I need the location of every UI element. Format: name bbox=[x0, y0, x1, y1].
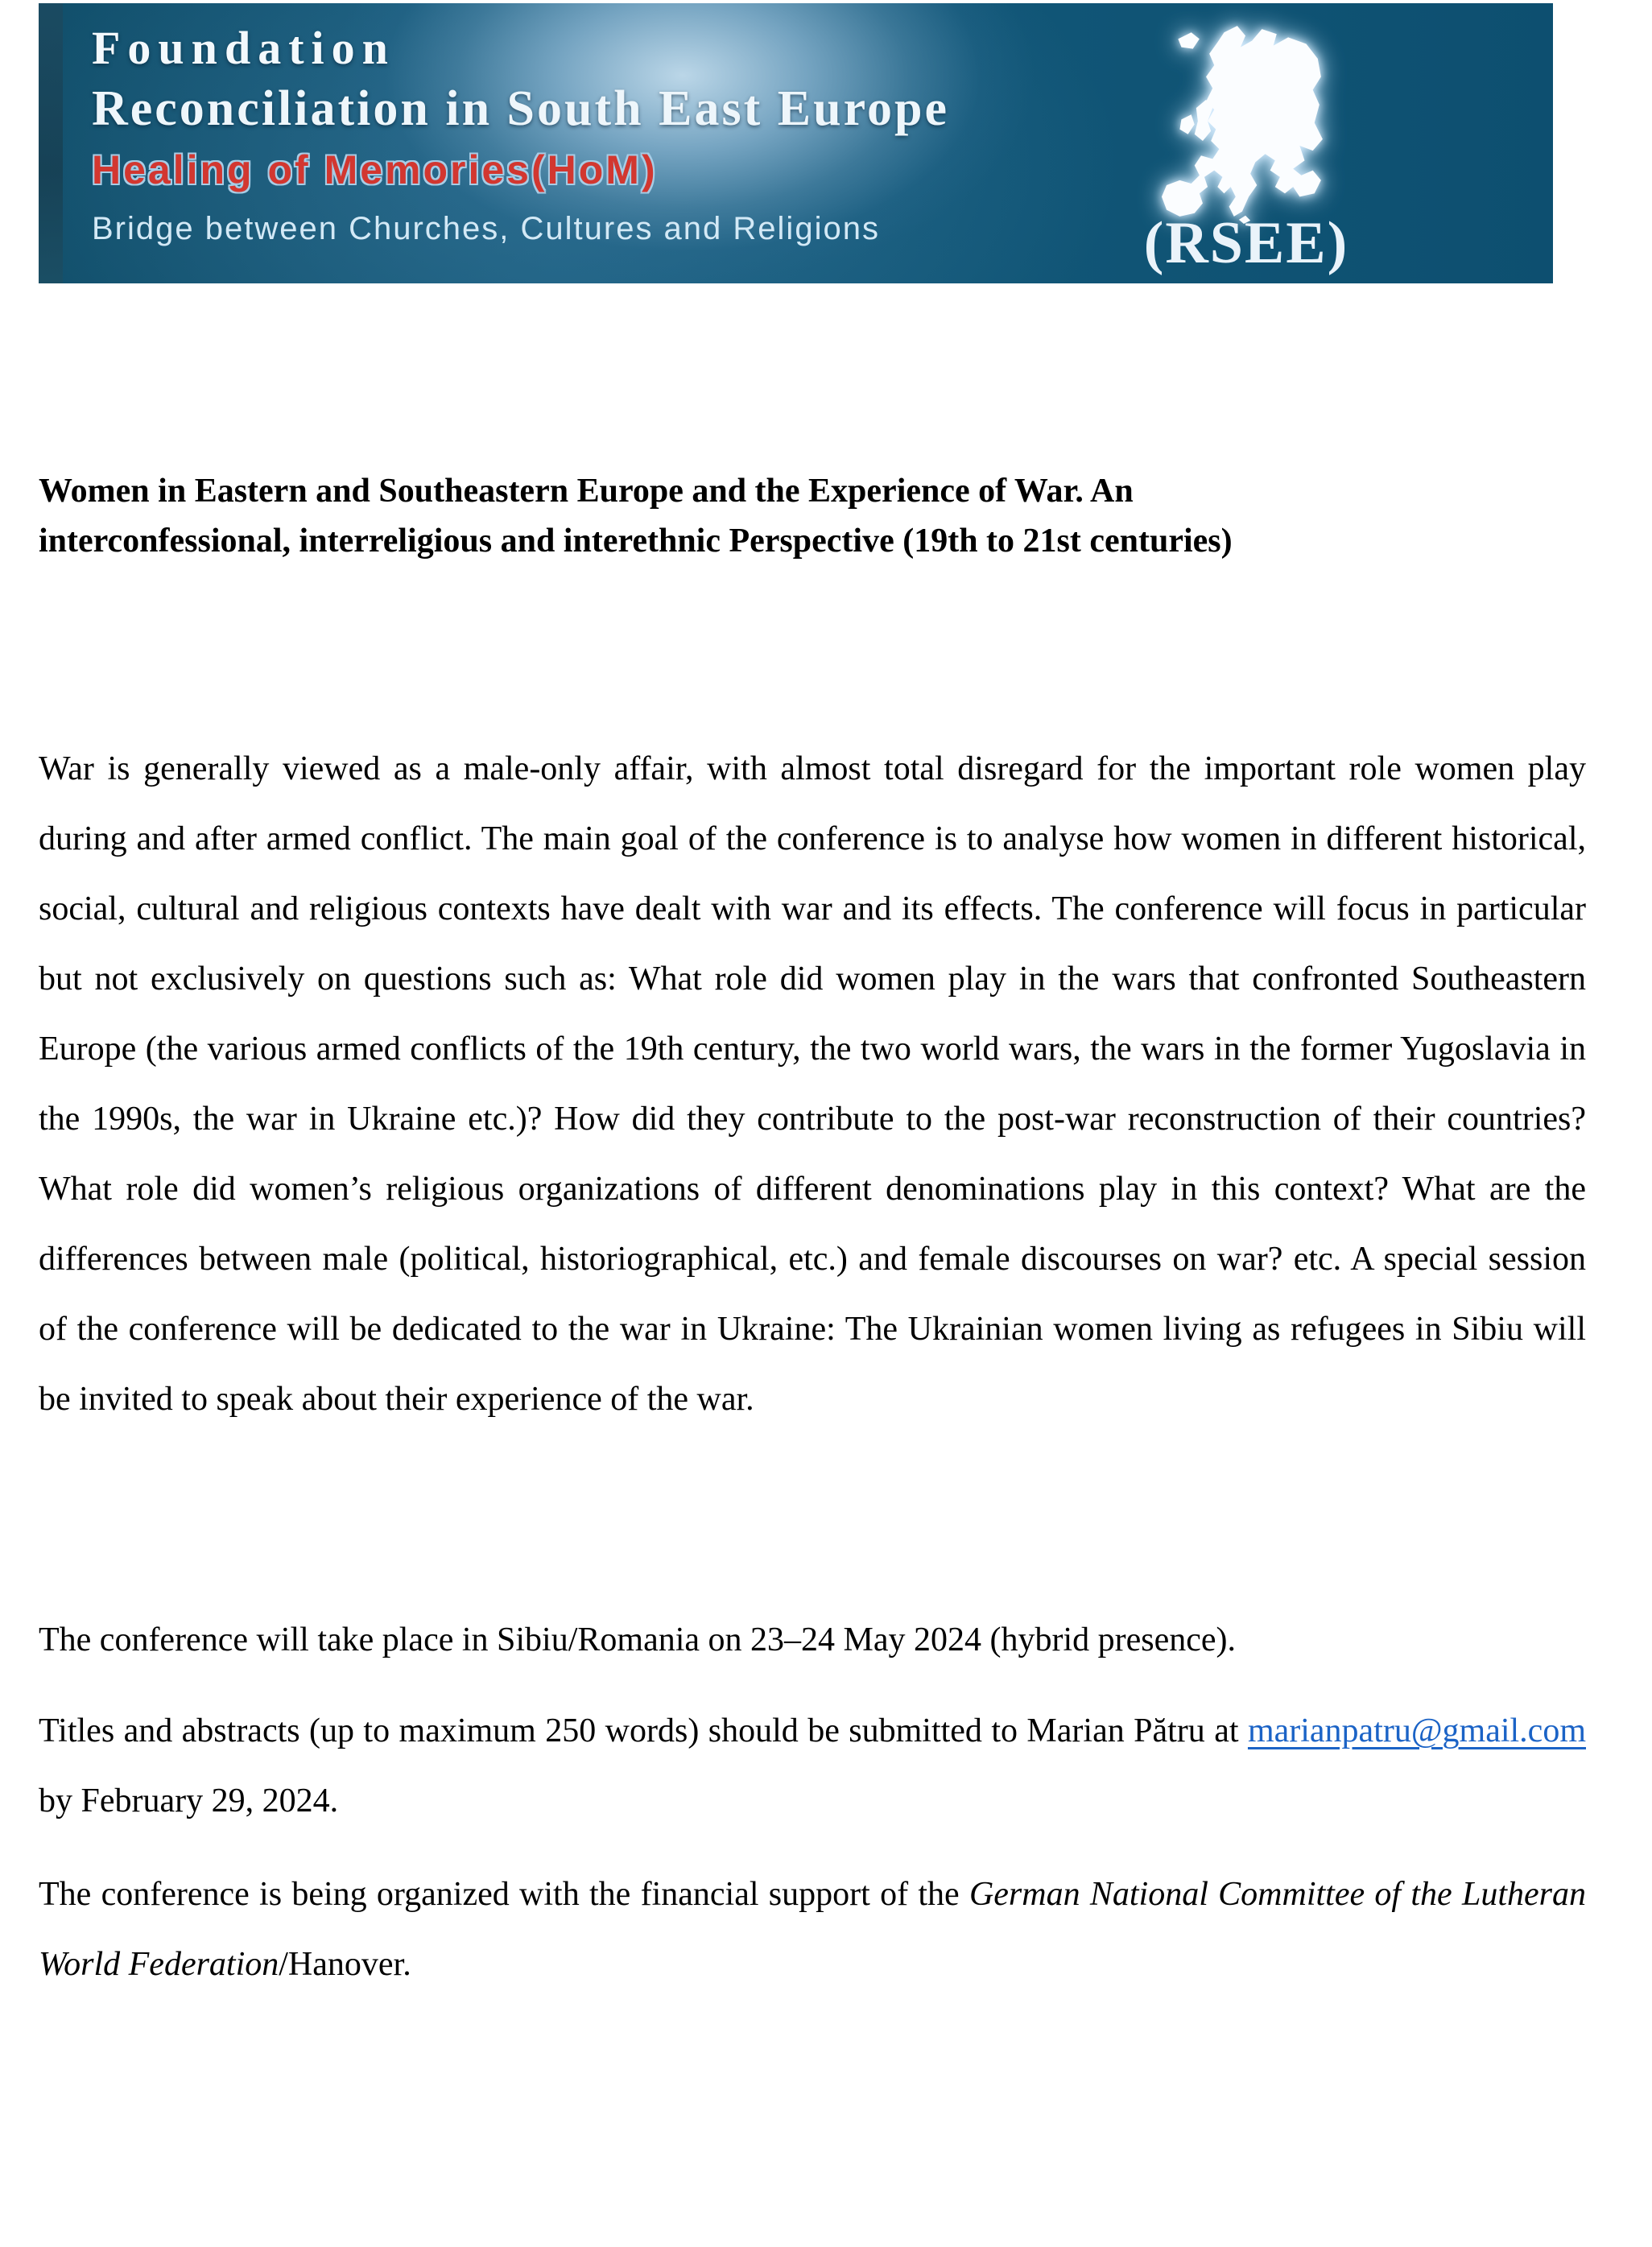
funding-committee-name: German National Committee of the Lutheran World Federation bbox=[39, 1876, 1586, 1983]
document-title-line1: Women in Eastern and Southeastern Europe and the Experience of War. An bbox=[39, 473, 1134, 510]
banner-program-name: Healing of Memories(HoM) bbox=[92, 147, 658, 192]
europe-map-icon bbox=[1158, 23, 1332, 224]
paragraph-conference-date: The conference will take place in Sibiu/Romania on 23–24 May 2024 (hybrid presence). bbox=[39, 1621, 1237, 1658]
banner-org-name: Reconciliation in South East Europe bbox=[92, 81, 950, 136]
banner-foundation-label: Foundation bbox=[92, 22, 395, 74]
funding-text-before-italic: The conference is being organized with the financial support of the bbox=[39, 1876, 969, 1913]
banner-tagline: Bridge between Churches, Cultures and Religions bbox=[92, 211, 880, 246]
document-title bbox=[39, 466, 1586, 566]
paragraph-conference-description: War is generally viewed as a male-only affair, with almost total disregard for the important role women play during and after armed conflict. The main goal of the conference is to analyse how women in different historical, social, cultural and religious contexts have dealt with war and its effects. The conference will focus in particular but not exclusively on questions such as: What role did women play in the wars that confronted Southeastern Europe (the various armed conflicts of the 19th century, the two world wars, the wars in the former Yugoslavia in the 1990s, the war in Ukraine etc.)? How did they contribute to the post-war reconstruction of their countries? What role did women’s religious organizations of different denominations play in this context? What are the differences between male (political, historiographical, etc.) and female discourses on war? etc. A special session of the conference will be dedicated to the war in Ukraine: The Ukrainian women living as refugees in Sibiu will be invited to speak about their experience of the war. bbox=[39, 750, 1586, 1418]
document-title-line2: interconfessional, interreligious and interethnic Perspective (19th to 21st centuries) bbox=[39, 523, 1233, 560]
funding-text-after-italic: /Hanover. bbox=[279, 1946, 411, 1983]
header-banner bbox=[39, 3, 1553, 283]
submission-text-before-link: Titles and abstracts (up to maximum 250 words) should be submitted to Marian Pătru at bbox=[39, 1712, 1248, 1749]
submission-text-after-link: by February 29, 2024. bbox=[39, 1782, 339, 1819]
paragraph-funding-info bbox=[39, 1860, 1586, 2000]
paragraph-submission-info bbox=[39, 1696, 1586, 1836]
email-link[interactable]: marianpatru@gmail.com bbox=[1247, 1712, 1586, 1749]
banner-acronym: (RSEE) bbox=[1143, 210, 1349, 276]
